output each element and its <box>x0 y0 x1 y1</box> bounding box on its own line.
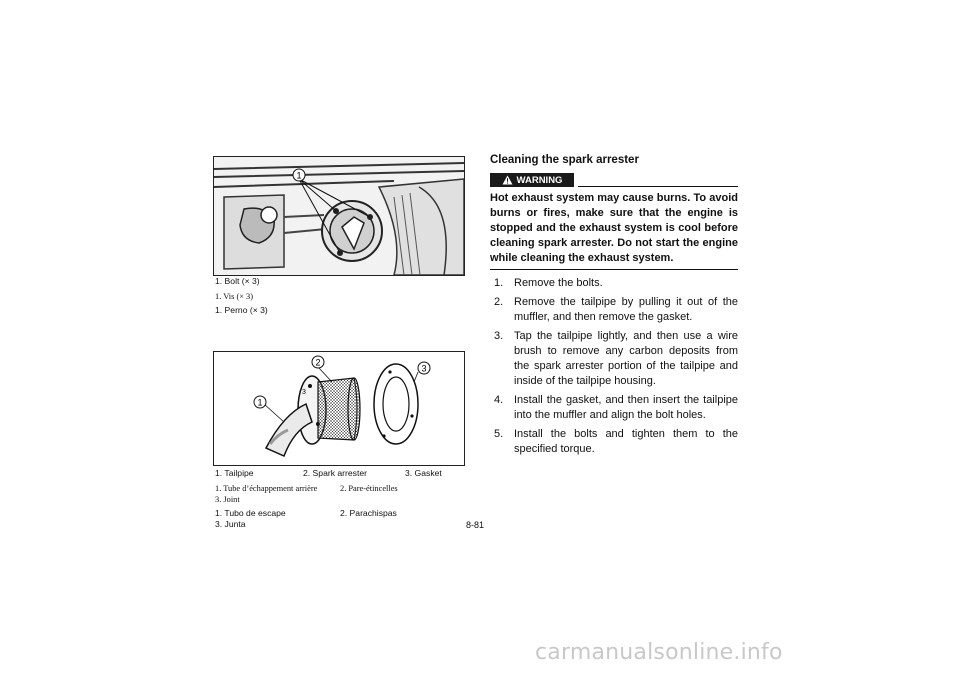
steps-list <box>490 276 738 457</box>
caption-fr-3: 3. Joint <box>215 495 240 504</box>
section-heading: Cleaning the spark arrester <box>490 154 639 166</box>
step-text: Remove the bolts. <box>514 277 603 289</box>
step-text: Tap the tailpipe lightly, and then use a wire brush to remove any carbon deposits from the spark arrester portion of the tailpipe and inside of the tailpipe housing. <box>514 330 738 387</box>
caption-es-2: 2. Parachispas <box>340 508 397 518</box>
caption-fr-2: 2. Pare-étincelles <box>340 484 398 493</box>
step-number: 5. <box>494 428 504 440</box>
instructions-column <box>490 154 738 461</box>
figure-muffler-bolts <box>213 156 465 276</box>
list-item <box>490 393 738 423</box>
part-mark: 3 <box>302 389 306 396</box>
caption-en-1: 1. Tailpipe <box>215 468 254 478</box>
warning-triangle-icon <box>502 175 513 185</box>
callout-1: 1 <box>296 170 302 181</box>
caption-fr-1: 1. Tube d’échappement arrière <box>215 484 318 493</box>
caption-es-3: 3. Junta <box>215 519 246 529</box>
step-text: Install the bolts and tighten them to the specified torque. <box>514 428 738 455</box>
list-item <box>490 276 738 291</box>
warning-label: WARNING <box>516 174 563 186</box>
step-number: 4. <box>494 394 504 406</box>
warning-text: Hot exhaust system may cause burns. To avoid burns or fires, make sure that the engine is stopped and the exhaust system is cool before cleaning spark arrester. Do not start the engine while cleaning the exhaust system. <box>490 191 738 270</box>
step-number: 2. <box>494 296 504 308</box>
tailpipe-illustration <box>214 352 464 465</box>
figure-tailpipe-parts <box>213 351 465 466</box>
callout-2: 2 <box>315 357 321 368</box>
muffler-illustration <box>214 157 464 275</box>
caption-en-2: 2. Spark arrester <box>303 468 367 478</box>
caption-es: 1. Perno (× 3) <box>215 305 268 315</box>
caption-en: 1. Bolt (× 3) <box>215 276 260 286</box>
step-text: Install the gasket, and then insert the tailpipe into the muffler and align the bolt holes. <box>514 394 738 421</box>
step-text: Remove the tailpipe by pulling it out of the muffler, and then remove the gasket. <box>514 296 738 323</box>
step-number: 3. <box>494 330 504 342</box>
caption-es-1: 1. Tubo de escape <box>215 508 286 518</box>
list-item <box>490 427 738 457</box>
watermark: carmanualsonline.info <box>535 640 783 665</box>
list-item <box>490 295 738 325</box>
caption-en-3: 3. Gasket <box>405 468 442 478</box>
callout-1: 1 <box>257 397 263 408</box>
warning-badge <box>490 173 574 187</box>
step-number: 1. <box>494 277 504 289</box>
page-number: 8-81 <box>466 520 485 530</box>
caption-fr: 1. Vis (× 3) <box>215 292 254 301</box>
warning-rule <box>578 186 738 187</box>
warning-header <box>490 173 738 189</box>
callout-3: 3 <box>421 363 427 374</box>
list-item <box>490 329 738 389</box>
